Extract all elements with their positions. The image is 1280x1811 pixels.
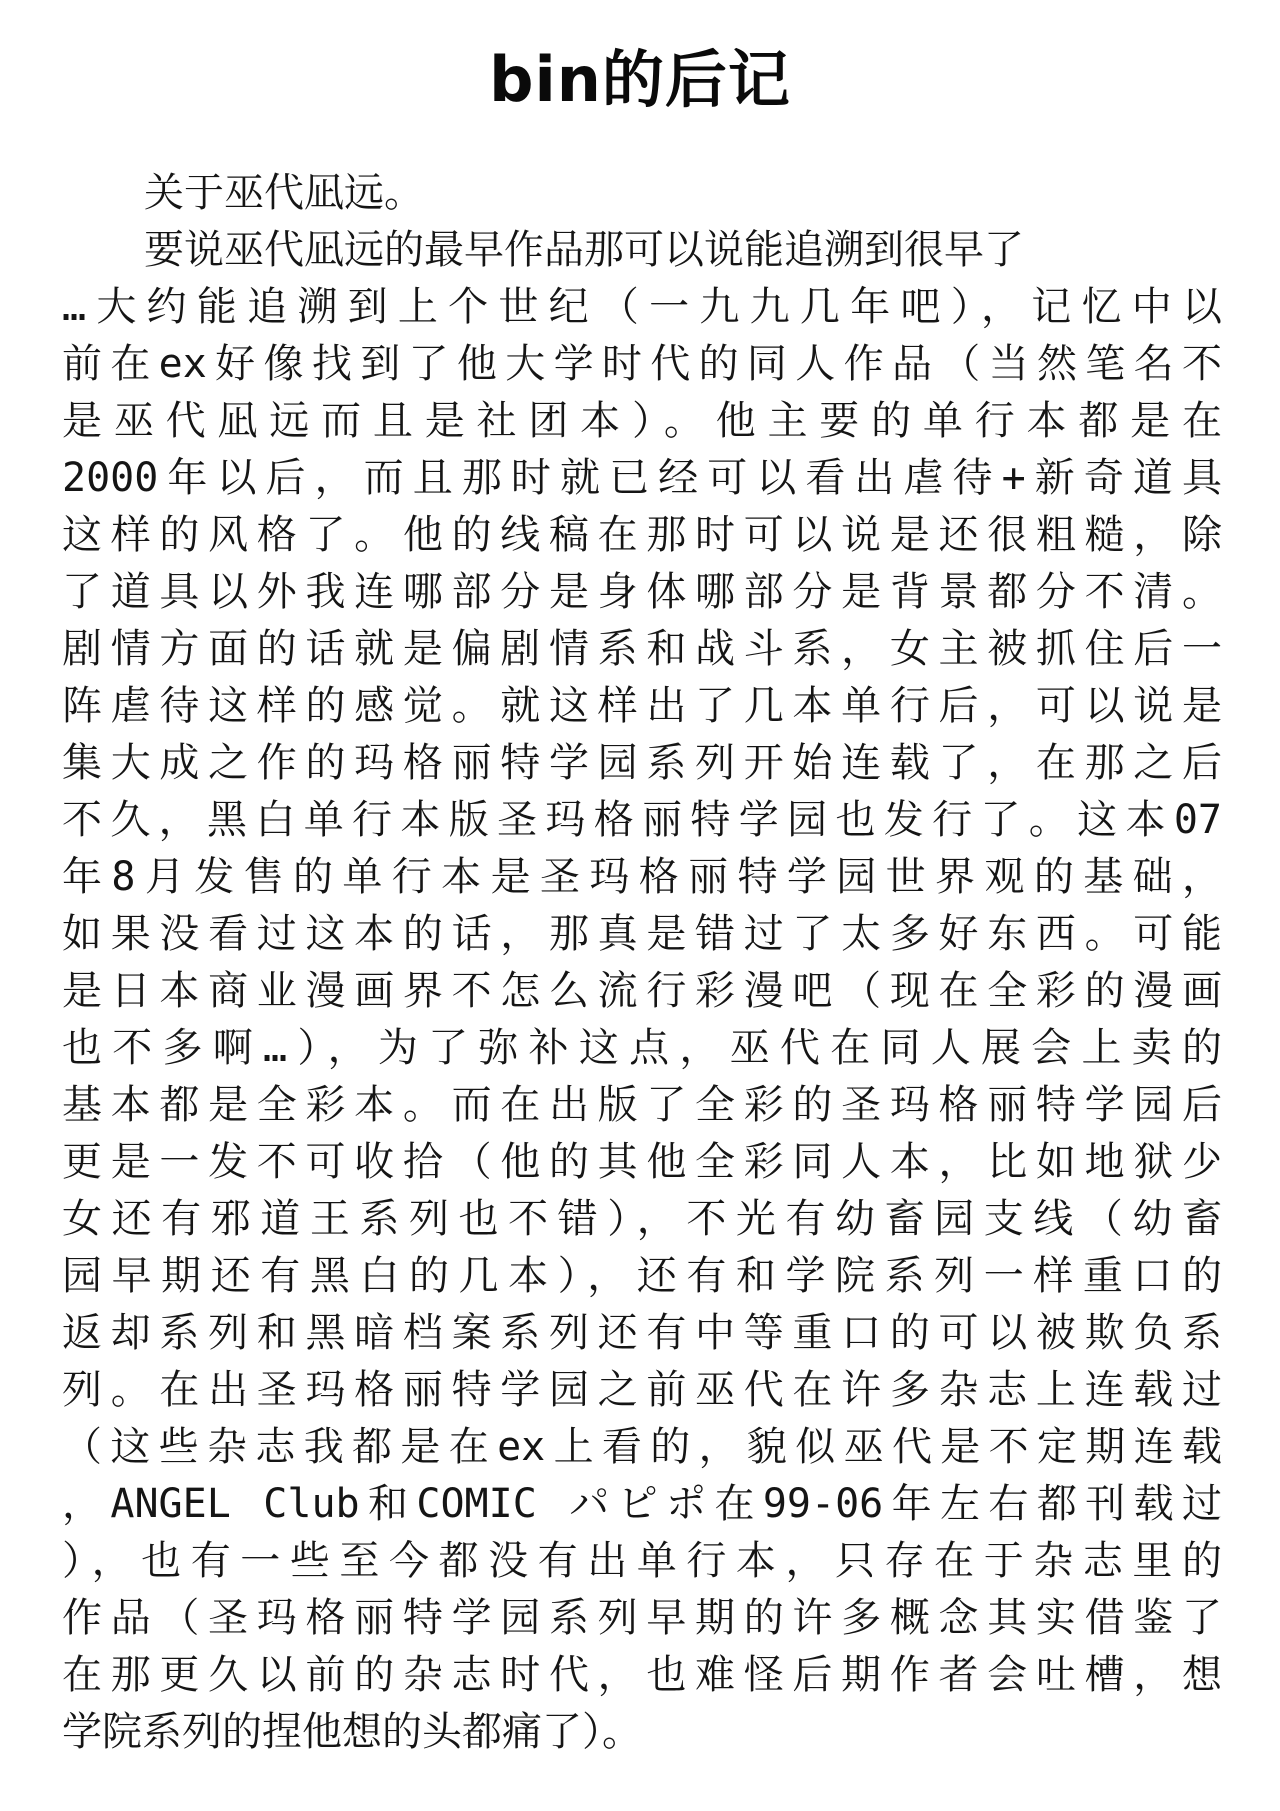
afterword-body <box>62 165 1222 1761</box>
text-line: 是日本商业漫画界不怎么流行彩漫吧（现在全彩的漫画 <box>62 968 1222 1014</box>
text-line: 园早期还有黑白的几本），还有和学院系列一样重口的 <box>62 1253 1222 1299</box>
text-line: 女还有邪道王系列也不错），不光有幼畜园支线（幼畜 <box>62 1196 1222 1242</box>
text-line: 2000年以后，而且那时就已经可以看出虐待+新奇道具 <box>62 455 1222 501</box>
text-line: 如果没看过这本的话，那真是错过了太多好东西。可能 <box>62 911 1222 957</box>
text-line: ，ANGEL Club和COMIC パピポ在99-06年左右都刊载过 <box>62 1481 1222 1527</box>
text-line: 不久，黑白单行本版圣玛格丽特学园也发行了。这本07 <box>62 797 1222 843</box>
text-line: 学院系列的捏他想的头都痛了）。 <box>62 1709 642 1755</box>
text-line: 也不多啊…），为了弥补这点，巫代在同人展会上卖的 <box>62 1025 1222 1071</box>
text-line: 返却系列和黑暗档案系列还有中等重口的可以被欺负系 <box>62 1310 1222 1356</box>
text-line: 作品（圣玛格丽特学园系列早期的许多概念其实借鉴了 <box>62 1595 1222 1641</box>
page-title: bin的后记 <box>489 43 791 116</box>
text-line: 集大成之作的玛格丽特学园系列开始连载了，在那之后 <box>62 740 1222 786</box>
text-line: 列。在出圣玛格丽特学园之前巫代在许多杂志上连载过 <box>62 1367 1222 1413</box>
text-line: 前在ex好像找到了他大学时代的同人作品（当然笔名不 <box>62 341 1222 387</box>
text-line: （这些杂志我都是在ex上看的，貌似巫代是不定期连载 <box>62 1424 1222 1470</box>
text-line: 了道具以外我连哪部分是身体哪部分是背景都分不清。 <box>62 569 1222 615</box>
text-line: 年8月发售的单行本是圣玛格丽特学园世界观的基础， <box>62 854 1222 900</box>
text-line: 更是一发不可收拾（他的其他全彩同人本，比如地狱少 <box>62 1139 1222 1185</box>
text-line: 在那更久以前的杂志时代，也难怪后期作者会吐槽，想 <box>62 1652 1222 1698</box>
text-line: …大约能追溯到上个世纪（一九九几年吧），记忆中以 <box>62 284 1222 330</box>
text-line: 关于巫代凪远。 <box>144 170 424 216</box>
text-line: 基本都是全彩本。而在出版了全彩的圣玛格丽特学园后 <box>62 1082 1222 1128</box>
text-line: 这样的风格了。他的线稿在那时可以说是还很粗糙，除 <box>62 512 1222 558</box>
text-line: 要说巫代凪远的最早作品那可以说能追溯到很早了 <box>144 227 1024 273</box>
text-line: 是巫代凪远而且是社团本）。他主要的单行本都是在 <box>62 398 1222 444</box>
text-line: 阵虐待这样的感觉。就这样出了几本单行后，可以说是 <box>62 683 1222 729</box>
text-line: ），也有一些至今都没有出单行本，只存在于杂志里的 <box>62 1538 1222 1584</box>
text-line: 剧情方面的话就是偏剧情系和战斗系，女主被抓住后一 <box>62 626 1222 672</box>
